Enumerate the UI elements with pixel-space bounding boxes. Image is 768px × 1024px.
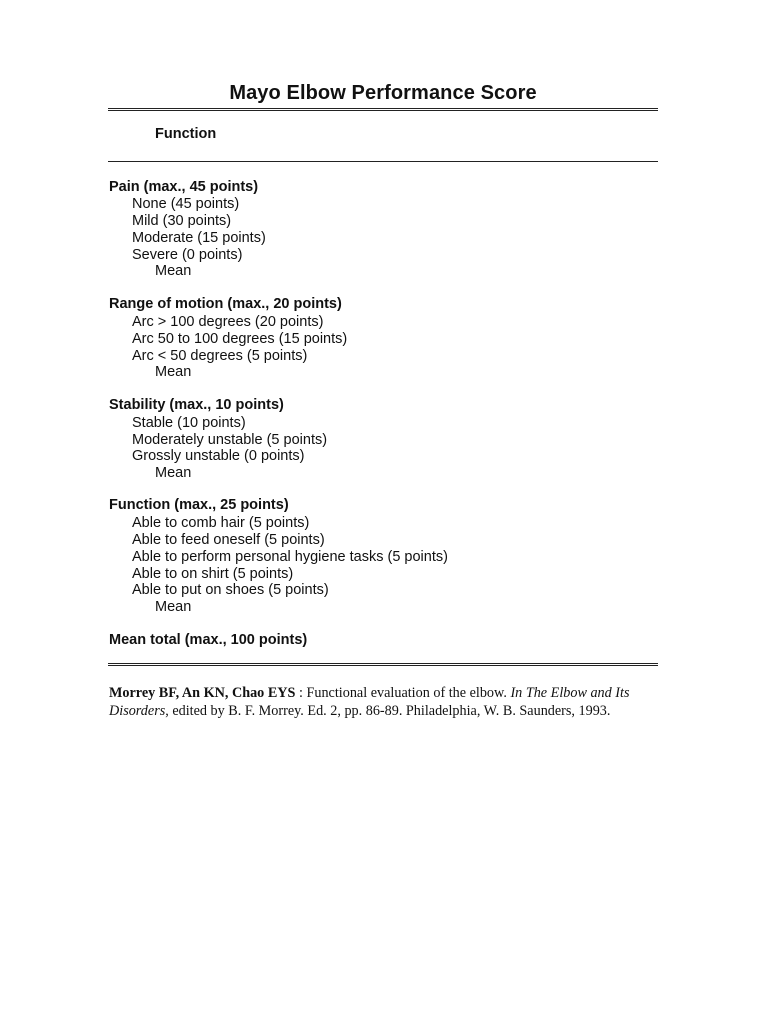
reference-citation <box>109 684 664 720</box>
list-item: Able to feed oneself (5 points) <box>132 532 325 548</box>
title-double-rule <box>108 108 658 111</box>
reference-book-title: In The Elbow and Its Disorders <box>109 685 630 719</box>
reference-publication-details: , edited by B. F. Morrey. Ed. 2, pp. 86-89. Philadelphia, W. B. Saunders, 1993. <box>165 703 611 719</box>
mean-total-heading: Mean total (max., 100 points) <box>109 632 308 648</box>
list-item: Moderate (15 points) <box>132 230 266 246</box>
reference-article: Functional evaluation of the elbow. <box>306 685 511 701</box>
reference-separator: : <box>295 685 307 701</box>
header-rule <box>108 161 658 162</box>
bottom-double-rule <box>108 663 658 666</box>
section-heading-range-of-motion: Range of motion (max., 20 points) <box>109 296 342 312</box>
list-item: Mild (30 points) <box>132 213 232 229</box>
list-item: None (45 points) <box>132 196 240 212</box>
page-title: Mayo Elbow Performance Score <box>229 82 537 104</box>
list-item: Able to perform personal hygiene tasks (5 points) <box>132 549 448 565</box>
list-item: Arc < 50 degrees (5 points) <box>132 348 308 364</box>
list-item: Able to comb hair (5 points) <box>132 515 310 531</box>
mean-label: Mean <box>155 364 192 380</box>
section-heading-pain: Pain (max., 45 points) <box>109 179 259 195</box>
section-heading-function: Function (max., 25 points) <box>109 497 289 513</box>
reference-authors: Morrey BF, An KN, Chao EYS <box>109 685 296 701</box>
list-item: Arc 50 to 100 degrees (15 points) <box>132 331 348 347</box>
list-item: Able to on shirt (5 points) <box>132 566 294 582</box>
section-heading-stability: Stability (max., 10 points) <box>109 397 284 413</box>
column-header: Function <box>155 126 217 142</box>
list-item: Able to put on shoes (5 points) <box>132 582 329 598</box>
mean-label: Mean <box>155 599 192 615</box>
mean-label: Mean <box>155 465 192 481</box>
list-item: Severe (0 points) <box>132 247 243 263</box>
mean-label: Mean <box>155 263 192 279</box>
list-item: Stable (10 points) <box>132 415 246 431</box>
list-item: Grossly unstable (0 points) <box>132 448 305 464</box>
list-item: Arc > 100 degrees (20 points) <box>132 314 324 330</box>
list-item: Moderately unstable (5 points) <box>132 432 328 448</box>
